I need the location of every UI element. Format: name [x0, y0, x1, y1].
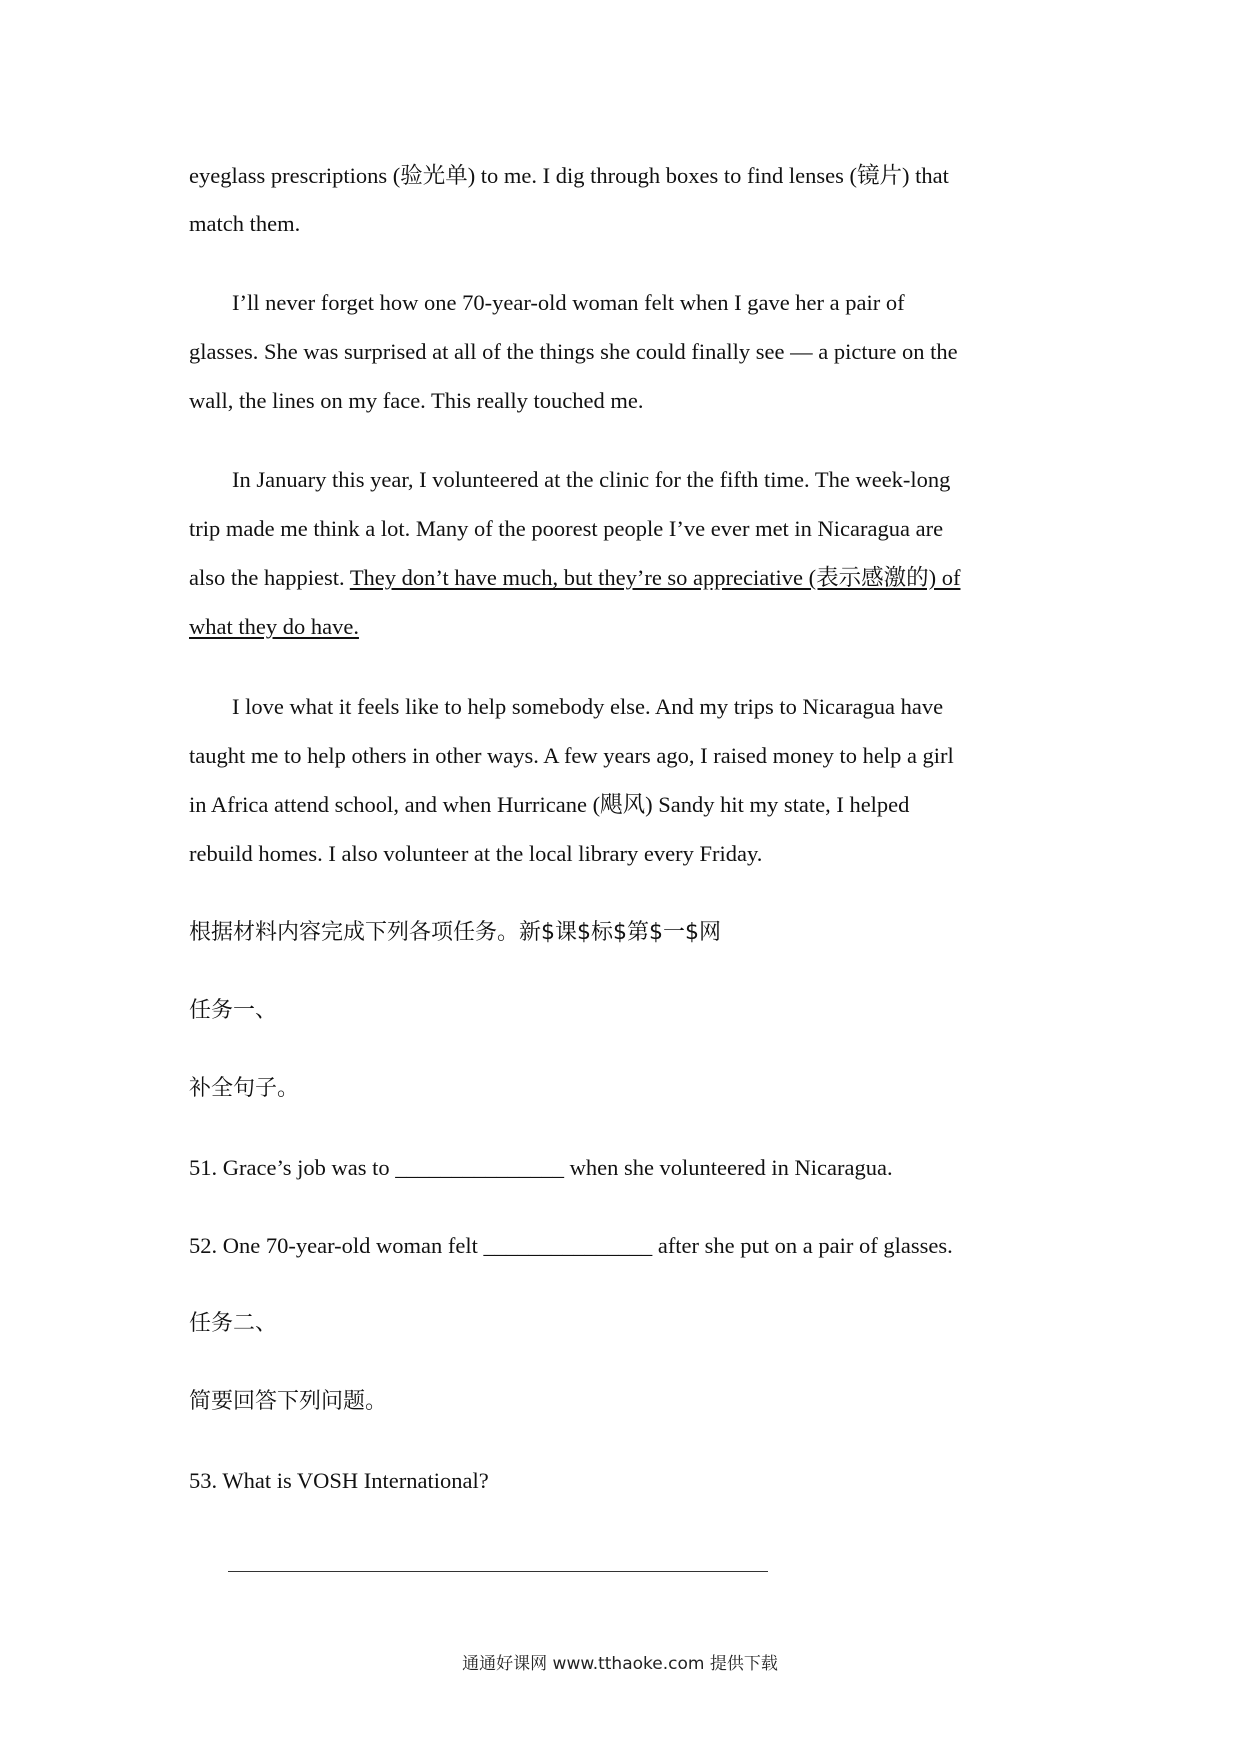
footer-source: 通通好课网 www.tthaoke.com 提供下载 [462, 1654, 778, 1674]
answer-blank-line [228, 1571, 768, 1572]
passage-text: also the happiest. [189, 565, 350, 590]
question-53: 53. What is VOSH International? [189, 1468, 489, 1493]
passage-line: glasses. She was surprised at all of the things she could finally see — a picture on the [189, 339, 958, 364]
underlined-sentence: what they do have. [189, 614, 359, 639]
passage-line: eyeglass prescriptions (验光单) to me. I dig through boxes to find lenses (镜片) that [189, 163, 949, 188]
passage-line: I love what it feels like to help somebody else. And my trips to Nicaragua have [232, 694, 944, 719]
task2-title: 任务二、 [189, 1311, 278, 1336]
task-instruction: 根据材料内容完成下列各项任务。新$课$标$第$一$网 [189, 920, 721, 945]
passage-line: trip made me think a lot. Many of the poorest people I’ve ever met in Nicaragua are [189, 516, 944, 541]
question-52: 52. One 70-year-old woman felt _______________ after she put on a pair of glasses. [189, 1233, 953, 1258]
underlined-sentence: They don’t have much, but they’re so appreciative (表示感激的) of [349, 565, 961, 590]
passage-line [189, 563, 960, 593]
task2-subtitle: 简要回答下列问题。 [189, 1389, 388, 1414]
passage-line: I’ll never forget how one 70-year-old woman felt when I gave her a pair of [232, 290, 905, 315]
passage-line: match them. [189, 211, 301, 236]
passage-line: wall, the lines on my face. This really touched me. [189, 388, 644, 413]
passage-line: rebuild homes. I also volunteer at the local library every Friday. [189, 841, 763, 866]
task1-title: 任务一、 [189, 998, 278, 1023]
passage-line: In January this year, I volunteered at the clinic for the fifth time. The week-long [232, 467, 951, 492]
question-51: 51. Grace’s job was to _______________ when she volunteered in Nicaragua. [189, 1155, 893, 1180]
task1-subtitle: 补全句子。 [189, 1076, 300, 1101]
passage-line: taught me to help others in other ways. A few years ago, I raised money to help a girl [189, 743, 954, 768]
passage-line: in Africa attend school, and when Hurricane (飓风) Sandy hit my state, I helped [189, 792, 910, 817]
